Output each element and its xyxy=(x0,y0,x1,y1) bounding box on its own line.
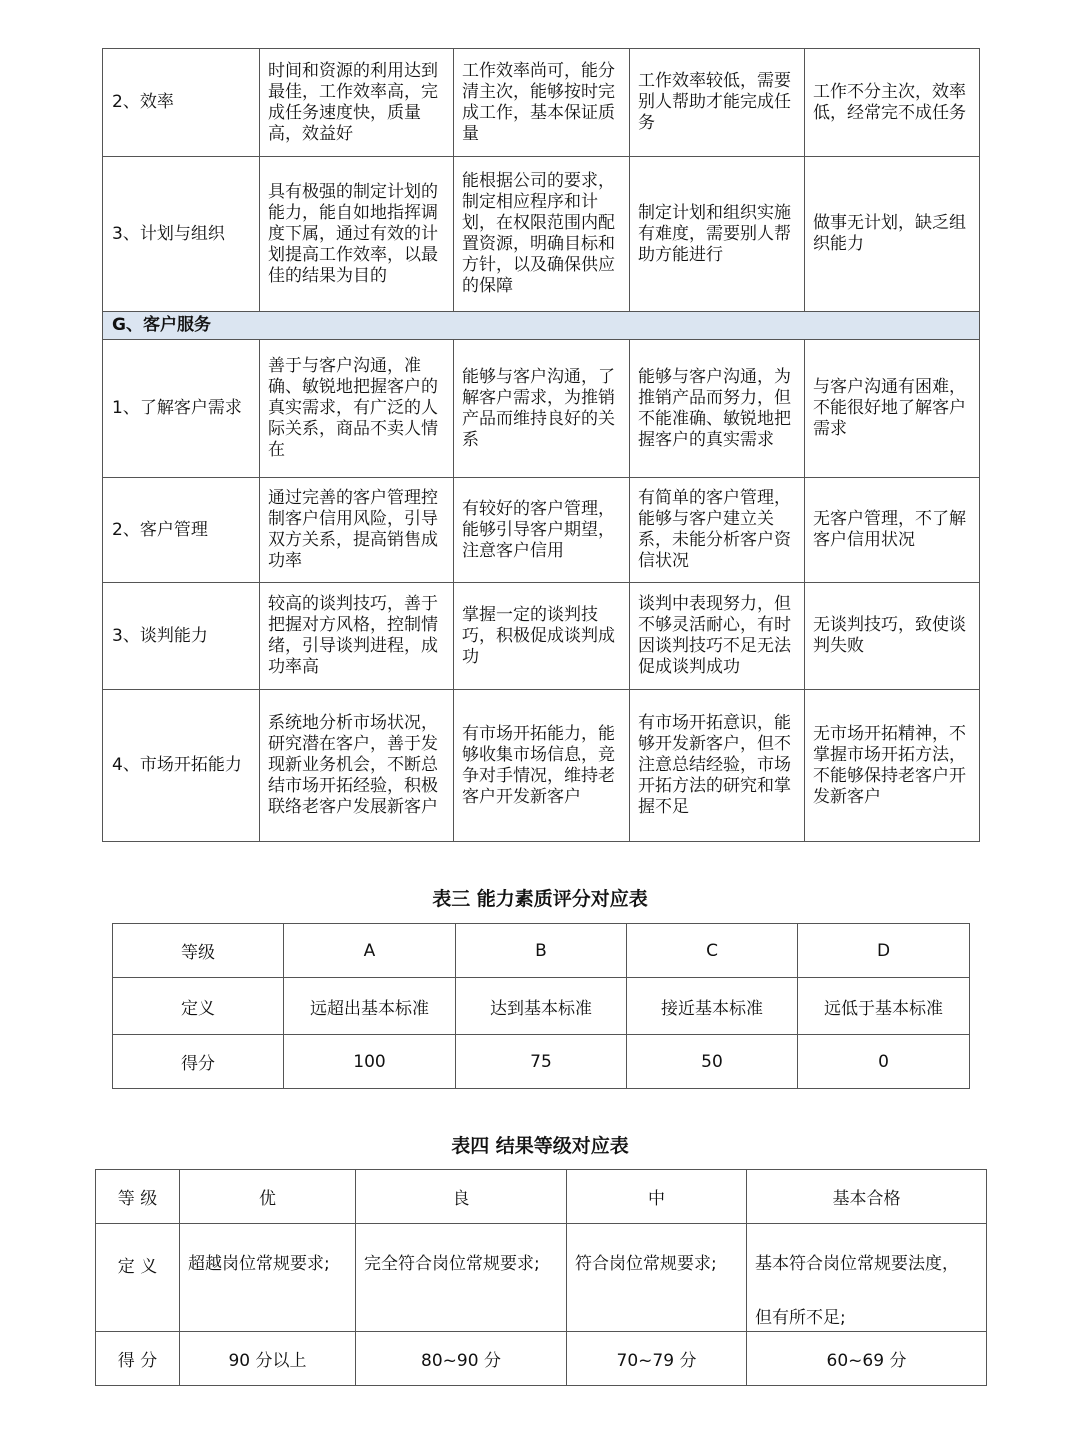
score-cell: 100 xyxy=(284,1035,456,1089)
table-row xyxy=(103,583,980,690)
table-row xyxy=(103,49,980,157)
table-row xyxy=(113,1035,970,1089)
definition-cell: 完全符合岗位常规要求; xyxy=(356,1224,567,1332)
header-cell: C xyxy=(627,924,798,978)
definition-extra-text: 但有所不足; xyxy=(755,1308,846,1328)
level-d-description: 无谈判技巧，致使谈判失败 xyxy=(805,583,980,690)
section-header-row xyxy=(103,312,980,340)
result-grade-table xyxy=(95,1169,987,1386)
table3-title: 表三 能力素质评分对应表 xyxy=(432,888,648,910)
table-row xyxy=(96,1224,987,1332)
competency-item: 3、谈判能力 xyxy=(103,583,260,690)
level-c-description: 有简单的客户管理，能够与客户建立关系，未能分析客户资信状况 xyxy=(630,478,805,583)
level-b-description: 能够与客户沟通，了解客户需求，为推销产品而维持良好的关系 xyxy=(454,340,630,478)
definition-label: 定 义 xyxy=(96,1224,180,1332)
table-row xyxy=(113,924,970,978)
table-row xyxy=(96,1170,987,1224)
section-title: G、客户服务 xyxy=(103,312,980,340)
header-cell: 等 级 xyxy=(96,1170,180,1224)
level-a-description: 具有极强的制定计划的能力，能自如地指挥调度下属，通过有效的计划提高工作效率，以最佳的结果为目的 xyxy=(260,157,454,312)
level-d-description: 做事无计划，缺乏组织能力 xyxy=(805,157,980,312)
level-a-description: 善于与客户沟通，准确、敏锐地把握客户的真实需求，有广泛的人际关系，商品不卖人情在 xyxy=(260,340,454,478)
definition-cell: 定义 xyxy=(113,978,284,1035)
definition-cell: 超越岗位常规要求; xyxy=(180,1224,356,1332)
definition-cell: 远低于基本标准 xyxy=(798,978,970,1035)
level-c-description: 有市场开拓意识，能够开发新客户，但不注意总结经验，市场开拓方法的研究和掌握不足 xyxy=(630,690,805,842)
level-a-description: 较高的谈判技巧，善于把握对方风格，控制情绪，引导谈判进程，成功率高 xyxy=(260,583,454,690)
score-cell: 得 分 xyxy=(96,1332,180,1386)
header-cell: 基本合格 xyxy=(747,1170,987,1224)
table-row xyxy=(96,1332,987,1386)
header-cell: 优 xyxy=(180,1170,356,1224)
table-row xyxy=(113,978,970,1035)
header-cell: D xyxy=(798,924,970,978)
competency-item: 3、计划与组织 xyxy=(103,157,260,312)
score-cell: 0 xyxy=(798,1035,970,1089)
definition-text: 基本符合岗位常规要法度， xyxy=(755,1254,959,1274)
header-cell: A xyxy=(284,924,456,978)
level-b-description: 掌握一定的谈判技巧，积极促成谈判成功 xyxy=(454,583,630,690)
table-row xyxy=(103,157,980,312)
score-cell: 75 xyxy=(456,1035,627,1089)
definition-cell: 符合岗位常规要求; xyxy=(567,1224,747,1332)
competency-item: 2、效率 xyxy=(103,49,260,157)
definition-cell: 接近基本标准 xyxy=(627,978,798,1035)
score-cell: 60~69 分 xyxy=(747,1332,987,1386)
level-a-description: 时间和资源的利用达到最佳，工作效率高，完成任务速度快，质量高，效益好 xyxy=(260,49,454,157)
level-d-description: 无市场开拓精神，不掌握市场开拓方法，不能够保持老客户开发新客户 xyxy=(805,690,980,842)
definition-cell: 达到基本标准 xyxy=(456,978,627,1035)
definition-cell-basic xyxy=(747,1224,987,1332)
competency-table xyxy=(102,48,980,842)
level-d-description: 与客户沟通有困难，不能很好地了解客户需求 xyxy=(805,340,980,478)
competency-item: 1、了解客户需求 xyxy=(103,340,260,478)
competency-item: 4、市场开拓能力 xyxy=(103,690,260,842)
level-c-description: 制定计划和组织实施有难度，需要别人帮助方能进行 xyxy=(630,157,805,312)
competency-item: 2、客户管理 xyxy=(103,478,260,583)
table4-title: 表四 结果等级对应表 xyxy=(451,1135,629,1157)
table-row xyxy=(103,340,980,478)
definition-cell: 远超出基本标准 xyxy=(284,978,456,1035)
level-a-description: 通过完善的客户管理控制客户信用风险，引导双方关系，提高销售成功率 xyxy=(260,478,454,583)
score-cell: 70~79 分 xyxy=(567,1332,747,1386)
score-cell: 得分 xyxy=(113,1035,284,1089)
level-c-description: 工作效率较低，需要别人帮助才能完成任务 xyxy=(630,49,805,157)
score-cell: 50 xyxy=(627,1035,798,1089)
level-c-description: 能够与客户沟通，为推销产品而努力，但不能准确、敏锐地把握客户的真实需求 xyxy=(630,340,805,478)
level-b-description: 能根据公司的要求，制定相应程序和计划，在权限范围内配置资源，明确目标和方针，以及确保供应的保障 xyxy=(454,157,630,312)
level-a-description: 系统地分析市场状况，研究潜在客户，善于发现新业务机会，不断总结市场开拓经验，积极联络老客户发展新客户 xyxy=(260,690,454,842)
level-b-description: 工作效率尚可，能分清主次，能够按时完成工作，基本保证质量 xyxy=(454,49,630,157)
table-row xyxy=(103,478,980,583)
score-cell: 80~90 分 xyxy=(356,1332,567,1386)
header-cell: 良 xyxy=(356,1170,567,1224)
level-c-description: 谈判中表现努力，但不够灵活耐心，有时因谈判技巧不足无法促成谈判成功 xyxy=(630,583,805,690)
level-d-description: 工作不分主次，效率低，经常完不成任务 xyxy=(805,49,980,157)
header-cell: 中 xyxy=(567,1170,747,1224)
score-cell: 90 分以上 xyxy=(180,1332,356,1386)
header-cell: B xyxy=(456,924,627,978)
table-row xyxy=(103,690,980,842)
level-b-description: 有较好的客户管理，能够引导客户期望，注意客户信用 xyxy=(454,478,630,583)
header-cell: 等级 xyxy=(113,924,284,978)
ability-score-table xyxy=(112,923,970,1089)
level-b-description: 有市场开拓能力，能够收集市场信息，竞争对手情况，维持老客户开发新客户 xyxy=(454,690,630,842)
level-d-description: 无客户管理，不了解客户信用状况 xyxy=(805,478,980,583)
